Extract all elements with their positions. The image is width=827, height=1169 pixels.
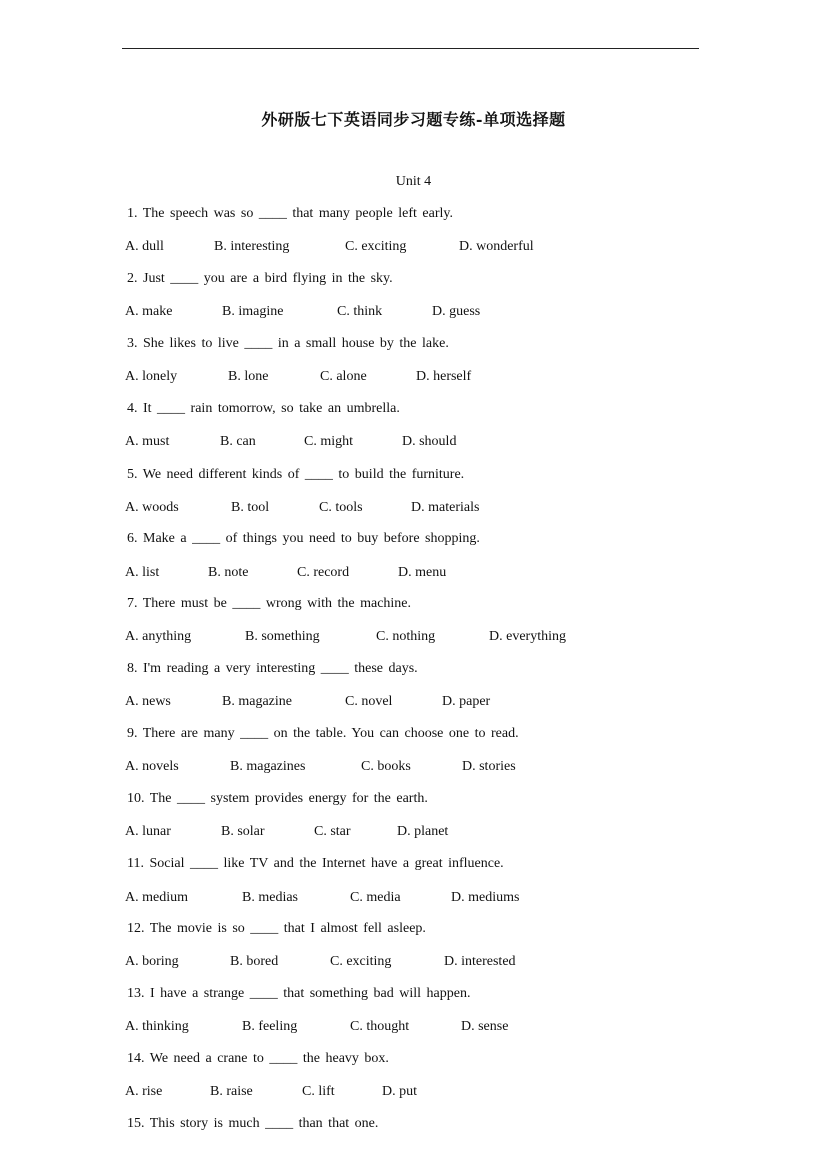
answer-option: D. materials xyxy=(411,500,480,515)
answer-option: A. rise xyxy=(125,1084,163,1099)
answer-option: C. exciting xyxy=(330,954,392,969)
answer-option: D. should xyxy=(402,434,457,449)
answer-option: B. feeling xyxy=(242,1019,298,1034)
options-row xyxy=(0,304,827,322)
answer-option: C. tools xyxy=(319,500,363,515)
question-stem: 4. It ____ rain tomorrow, so take an umbrella. xyxy=(127,401,400,416)
question-stem: 6. Make a ____ of things you need to buy before shopping. xyxy=(127,531,480,546)
answer-option: A. woods xyxy=(125,500,179,515)
answer-option: D. paper xyxy=(442,694,491,709)
answer-option: C. lift xyxy=(302,1084,335,1099)
answer-option: C. media xyxy=(350,890,401,905)
answer-option: B. lone xyxy=(228,369,269,384)
question-stem: 7. There must be ____ wrong with the machine. xyxy=(127,596,412,611)
answer-option: A. news xyxy=(125,694,171,709)
answer-option: C. record xyxy=(297,565,350,580)
answer-option: A. thinking xyxy=(125,1019,189,1034)
answer-option: D. sense xyxy=(461,1019,509,1034)
options-row xyxy=(0,1084,827,1102)
options-row xyxy=(0,629,827,647)
question-stem: 10. The ____ system provides energy for the earth. xyxy=(127,791,428,806)
question-stem: 14. We need a crane to ____ the heavy box. xyxy=(127,1051,389,1066)
answer-option: C. novel xyxy=(345,694,393,709)
options-row xyxy=(0,824,827,842)
answer-option: D. interested xyxy=(444,954,516,969)
answer-option: B. magazine xyxy=(222,694,292,709)
answer-option: A. anything xyxy=(125,629,192,644)
answer-option: A. list xyxy=(125,565,160,580)
answer-option: A. novels xyxy=(125,759,179,774)
document-title: 外研版七下英语同步习题专练-单项选择题 xyxy=(261,110,566,129)
answer-option: D. put xyxy=(382,1084,417,1099)
answer-option: C. thought xyxy=(350,1019,410,1034)
answer-option: A. boring xyxy=(125,954,179,969)
answer-option: D. wonderful xyxy=(459,239,534,254)
answer-option: A. lonely xyxy=(125,369,178,384)
question-stem: 12. The movie is so ____ that I almost fell asleep. xyxy=(127,921,426,936)
answer-option: B. interesting xyxy=(214,239,290,254)
options-row xyxy=(0,239,827,257)
answer-option: C. might xyxy=(304,434,354,449)
question-stem: 2. Just ____ you are a bird flying in the sky. xyxy=(127,271,393,286)
answer-option: C. think xyxy=(337,304,383,319)
question-stem: 11. Social ____ like TV and the Internet have a great influence. xyxy=(127,856,504,871)
answer-option: B. medias xyxy=(242,890,298,905)
options-row xyxy=(0,565,827,583)
answer-option: C. alone xyxy=(320,369,367,384)
answer-option: A. dull xyxy=(125,239,164,254)
options-row xyxy=(0,954,827,972)
answer-option: D. stories xyxy=(462,759,516,774)
answer-option: A. make xyxy=(125,304,173,319)
answer-option: B. something xyxy=(245,629,320,644)
question-stem: 8. I'm reading a very interesting ____ these days. xyxy=(127,661,418,676)
answer-option: D. mediums xyxy=(451,890,520,905)
answer-option: B. imagine xyxy=(222,304,284,319)
answer-option: C. star xyxy=(314,824,351,839)
answer-option: B. note xyxy=(208,565,249,580)
answer-option: D. menu xyxy=(398,565,447,580)
question-stem: 3. She likes to live ____ in a small house by the lake. xyxy=(127,336,449,351)
options-row xyxy=(0,759,827,777)
answer-option: B. tool xyxy=(231,500,270,515)
answer-option: C. books xyxy=(361,759,411,774)
options-row xyxy=(0,369,827,387)
answer-option: B. raise xyxy=(210,1084,253,1099)
answer-option: B. magazines xyxy=(230,759,306,774)
answer-option: A. must xyxy=(125,434,170,449)
options-row xyxy=(0,500,827,518)
options-row xyxy=(0,890,827,908)
answer-option: D. guess xyxy=(432,304,481,319)
question-stem: 15. This story is much ____ than that one. xyxy=(127,1116,379,1131)
answer-option: B. solar xyxy=(221,824,265,839)
question-stem: 1. The speech was so ____ that many people left early. xyxy=(127,206,453,221)
options-row xyxy=(0,1019,827,1037)
answer-option: D. everything xyxy=(489,629,566,644)
options-row xyxy=(0,434,827,452)
question-stem: 13. I have a strange ____ that something bad will happen. xyxy=(127,986,471,1001)
question-stem: 5. We need different kinds of ____ to build the furniture. xyxy=(127,467,465,482)
options-row xyxy=(0,694,827,712)
answer-option: D. herself xyxy=(416,369,472,384)
answer-option: A. lunar xyxy=(125,824,171,839)
answer-option: B. can xyxy=(220,434,256,449)
question-stem: 9. There are many ____ on the table. You can choose one to read. xyxy=(127,726,519,741)
answer-option: D. planet xyxy=(397,824,449,839)
answer-option: C. exciting xyxy=(345,239,407,254)
answer-option: A. medium xyxy=(125,890,188,905)
answer-option: B. bored xyxy=(230,954,279,969)
answer-option: C. nothing xyxy=(376,629,436,644)
unit-heading: Unit 4 xyxy=(395,174,432,189)
